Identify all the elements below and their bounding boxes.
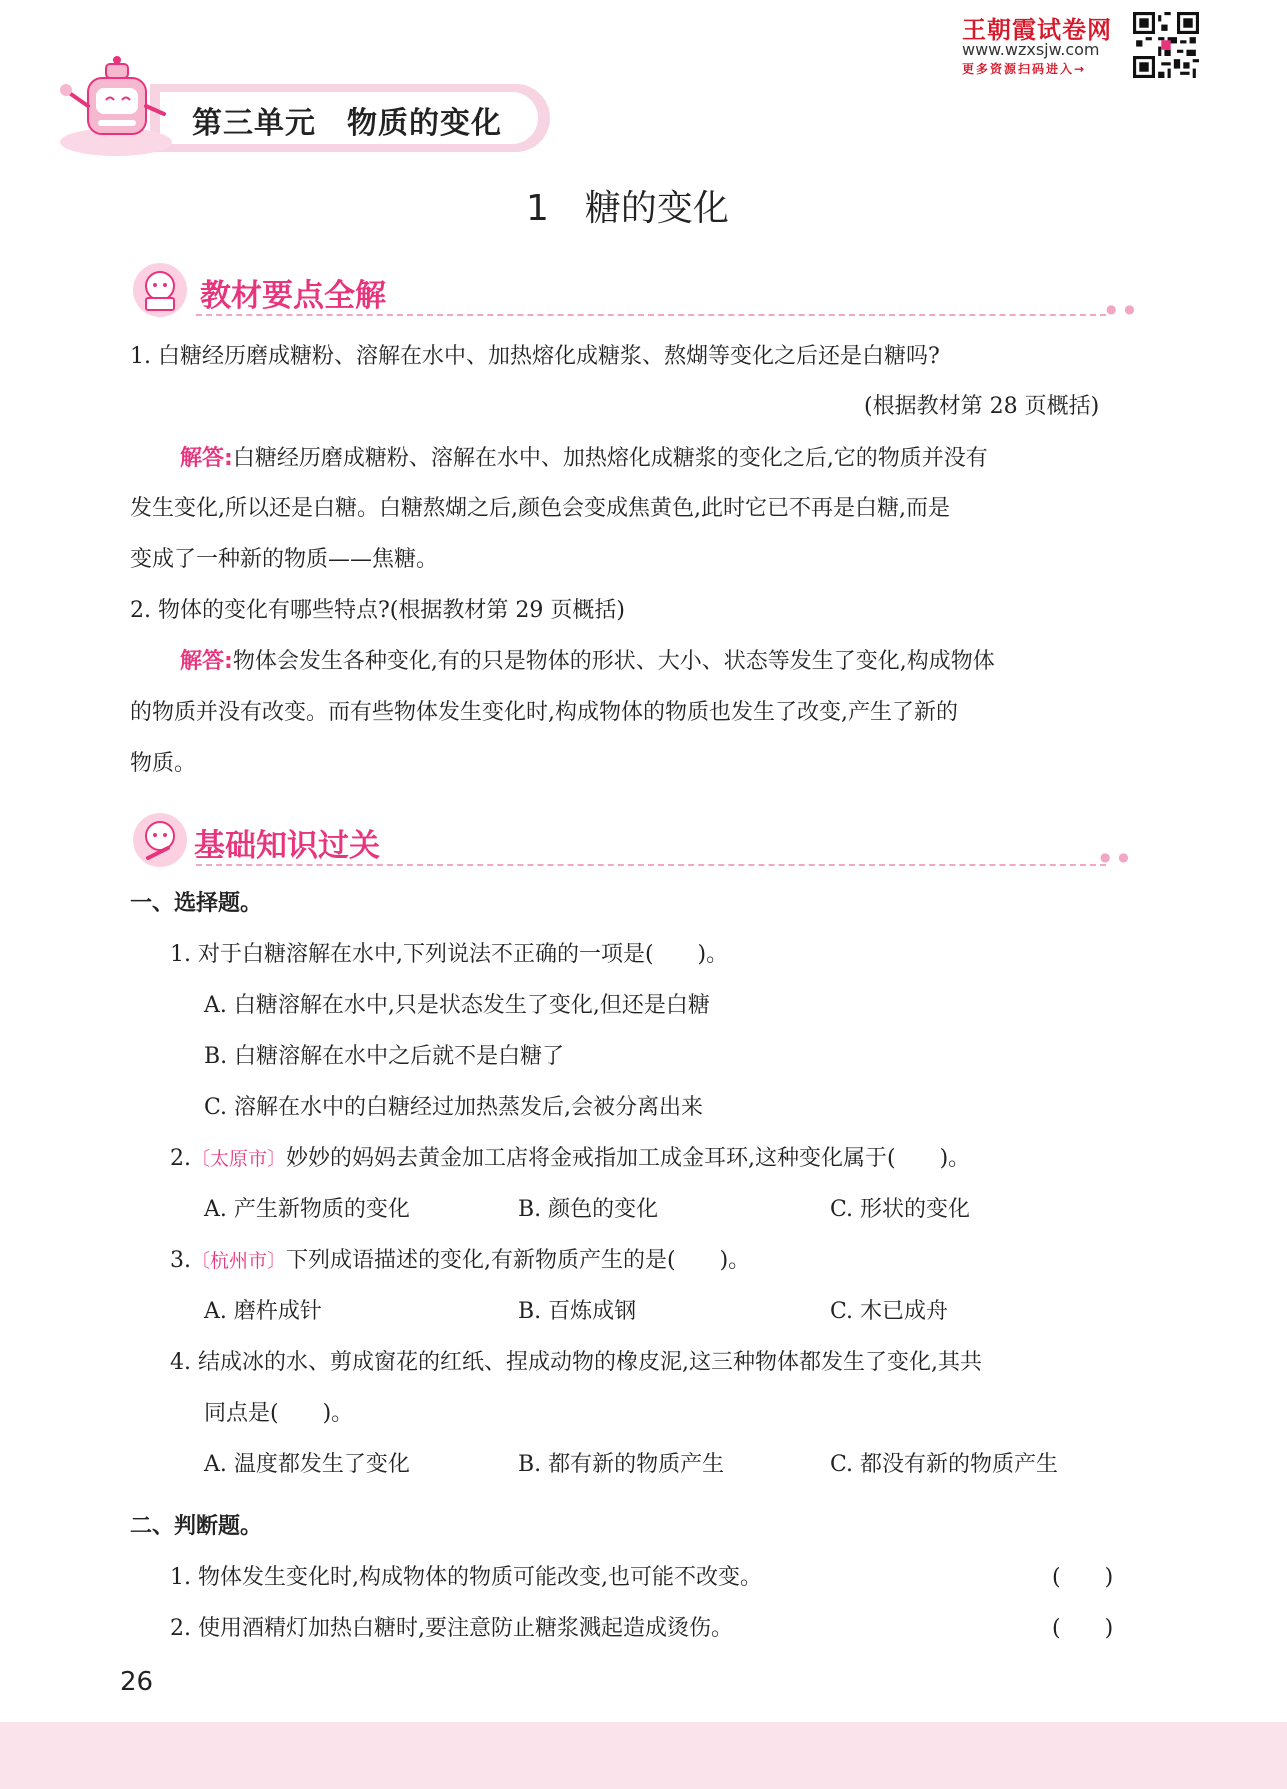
robot-mascot-icon (54, 50, 184, 160)
answer-2-line-1 (180, 651, 995, 673)
mc-question-1-option-a[interactable]: A. 白糖溶解在水中,只是状态发生了变化,但还是白糖 (204, 993, 710, 1018)
city-tag: 〔太原市〕 (191, 1148, 287, 1170)
mc-question-1: 1. 对于白糖溶解在水中,下列说法不正确的一项是( )。 (170, 942, 729, 967)
mc-question-2-option-c[interactable]: C. 形状的变化 (830, 1197, 971, 1222)
mc-question-3-option-a[interactable]: A. 磨杵成针 (204, 1299, 322, 1324)
footer-band (0, 1722, 1287, 1789)
answer-2-line-2: 的物质并没有改变。而有些物体发生变化时,构成物体的物质也发生了改变,产生了新的 (130, 700, 958, 725)
tf-answer-blank-2[interactable]: ( ) (1052, 1616, 1114, 1641)
mc-question-3-option-c[interactable]: C. 木已成舟 (830, 1299, 949, 1324)
mc-question-1-option-b[interactable]: B. 白糖溶解在水中之后就不是白糖了 (204, 1044, 565, 1069)
multiple-choice-heading: 一、选择题。 (130, 891, 263, 916)
page-number: 26 (120, 1667, 154, 1697)
mc-question-2 (170, 1148, 970, 1170)
question-stem: 下列成语描述的变化,有新物质产生的是( )。 (286, 1248, 751, 1273)
section-divider (196, 864, 1106, 866)
question-1: 1. 白糖经历磨成糖粉、溶解在水中、加热熔化成糖浆、熬煳等变化之后还是白糖吗? (130, 344, 940, 369)
brand-title: 王朝霞试卷网 (962, 16, 1112, 44)
answer-1-line-3: 变成了一种新的物质——焦糖。 (130, 547, 439, 572)
answer-label: 解答: (180, 446, 233, 471)
question-number: 3. (170, 1248, 191, 1273)
city-tag: 〔杭州市〕 (191, 1250, 287, 1272)
tf-question-2: 2. 使用酒精灯加热白糖时,要注意防止糖浆溅起造成烫伤。 (170, 1616, 733, 1641)
lesson-title: 1 糖的变化 (526, 188, 729, 229)
question-2: 2. 物体的变化有哪些特点?(根据教材第 29 页概括) (130, 598, 625, 623)
mc-question-1-option-c[interactable]: C. 溶解在水中的白糖经过加热蒸发后,会被分离出来 (204, 1095, 704, 1120)
reading-mascot-icon (132, 262, 188, 318)
question-stem: 妙妙的妈妈去黄金加工店将金戒指加工成金耳环,这种变化属于( )。 (286, 1146, 971, 1171)
mc-question-2-option-a[interactable]: A. 产生新物质的变化 (204, 1197, 410, 1222)
answer-1-text-1: 白糖经历磨成糖粉、溶解在水中、加热熔化成糖浆的变化之后,它的物质并没有 (232, 446, 988, 471)
answer-label: 解答: (180, 649, 233, 674)
mc-question-4-option-c[interactable]: C. 都没有新的物质产生 (830, 1452, 1059, 1477)
divider-dots: ● ● (1100, 850, 1131, 864)
mc-question-4-line-1: 4. 结成冰的水、剪成窗花的红纸、捏成动物的橡皮泥,这三种物体都发生了变化,其共 (170, 1350, 982, 1375)
unit-title: 第三单元 物质的变化 (192, 106, 502, 141)
question-1-source: (根据教材第 28 页概括) (864, 394, 1100, 419)
section-divider (196, 314, 1106, 316)
tf-question-1: 1. 物体发生变化时,构成物体的物质可能改变,也可能不改变。 (170, 1565, 762, 1590)
answer-2-text-1: 物体会发生各种变化,有的只是物体的形状、大小、状态等发生了变化,构成物体 (232, 649, 995, 674)
section-title-key-points: 教材要点全解 (200, 278, 386, 314)
brand-url[interactable]: www.wzxsjw.com (962, 40, 1100, 59)
mc-question-4-line-2: 同点是( )。 (204, 1401, 354, 1426)
mc-question-2-option-b[interactable]: B. 颜色的变化 (518, 1197, 659, 1222)
answer-1-line-1 (180, 448, 988, 470)
brand-more-text: 更多资源扫码进入→ (962, 62, 1087, 76)
mc-question-3 (170, 1250, 750, 1272)
true-false-heading: 二、判断题。 (130, 1514, 263, 1539)
mc-question-4-option-a[interactable]: A. 温度都发生了变化 (204, 1452, 410, 1477)
section-title-basics: 基础知识过关 (194, 828, 380, 864)
question-number: 2. (170, 1146, 191, 1171)
tf-answer-blank-1[interactable]: ( ) (1052, 1565, 1114, 1590)
answer-2-line-3: 物质。 (130, 751, 197, 776)
qr-code-icon[interactable] (1133, 12, 1199, 78)
mc-question-3-option-b[interactable]: B. 百炼成钢 (518, 1299, 637, 1324)
mc-question-4-option-b[interactable]: B. 都有新的物质产生 (518, 1452, 725, 1477)
answer-1-line-2: 发生变化,所以还是白糖。白糖熬煳之后,颜色会变成焦黄色,此时它已不再是白糖,而是 (130, 496, 950, 521)
pencil-mascot-icon (132, 812, 188, 868)
divider-dots: ● ● (1106, 302, 1137, 316)
